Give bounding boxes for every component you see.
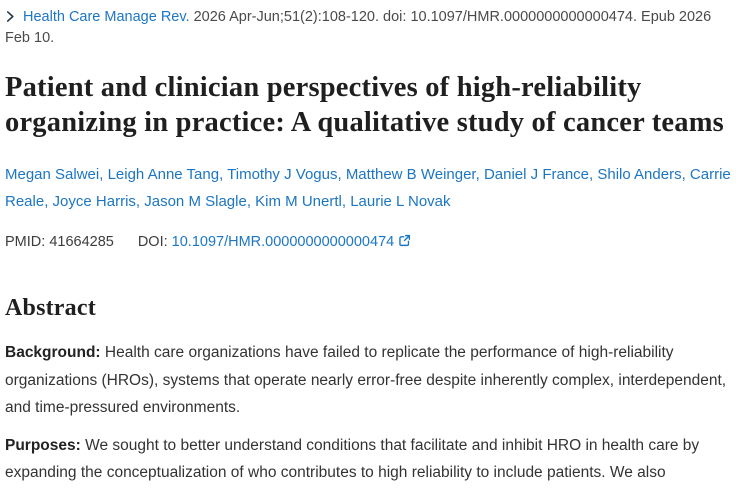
- author-link[interactable]: Leigh Anne Tang: [107, 166, 220, 183]
- pmid-value: 41664285: [49, 234, 114, 250]
- author-link[interactable]: Matthew B Weinger: [345, 166, 476, 183]
- citation-details: 2026 Apr-Jun;51(2):108-120. doi: 10.1097/HMR.0000000000000474.: [193, 9, 637, 25]
- citation-epub: Epub 2026 Feb 10.: [5, 9, 712, 46]
- doi-label: DOI:: [137, 234, 168, 250]
- doi-group: [138, 234, 411, 250]
- author-link[interactable]: Jason M Slagle: [144, 193, 247, 210]
- authors-list: Megan Salwei, Leigh Anne Tang, Timothy J Vogus, Matthew B Weinger, Daniel J France, Shilo Anders, Carrie Reale, Joyce Harris, Jason M Slagle, Kim M Unertl, Laurie L Novak: [5, 166, 731, 210]
- article-title: Patient and clinician perspectives of high-reliability organizing in practice: A qualitative study of cancer teams: [5, 72, 724, 138]
- chevron-right-icon[interactable]: [5, 8, 16, 19]
- journal-name-link[interactable]: Health Care Manage Rev.: [23, 9, 190, 25]
- author-link[interactable]: Timothy J Vogus: [227, 166, 338, 183]
- external-link-icon[interactable]: [398, 233, 411, 246]
- author-link[interactable]: Megan Salwei: [5, 166, 100, 183]
- pmid-group: [5, 234, 114, 250]
- author-link[interactable]: Kim M Unertl: [255, 193, 342, 210]
- background-text: Health care organizations have failed to replicate the performance of high-reliability organizations (HROs), systems that operate nearly error-free despite inherently complex, interdependent, and time-pressured environments.: [5, 344, 727, 416]
- author-link[interactable]: Carrie Reale: [5, 166, 731, 210]
- author-link[interactable]: Laurie L Novak: [350, 193, 451, 210]
- abstract-heading: Abstract: [5, 295, 96, 321]
- background-label: Background:: [5, 344, 101, 361]
- pmid-label: PMID:: [5, 234, 46, 250]
- identifiers-row: [5, 232, 738, 252]
- journal-citation: [5, 7, 738, 49]
- abstract-paragraph-background: [5, 339, 738, 422]
- author-link[interactable]: Shilo Anders: [597, 166, 682, 183]
- abstract-paragraph-purposes: [5, 432, 738, 487]
- author-link[interactable]: Joyce Harris: [52, 193, 136, 210]
- purposes-text: We sought to better understand conditions that facilitate and inhibit HRO in health care by expanding the conceptualization of who contributes to high reliability to include patients. We also: [5, 436, 700, 481]
- purposes-label: Purposes:: [5, 436, 81, 454]
- author-link[interactable]: Daniel J France: [483, 166, 589, 183]
- doi-link[interactable]: 10.1097/HMR.0000000000000474: [171, 234, 395, 250]
